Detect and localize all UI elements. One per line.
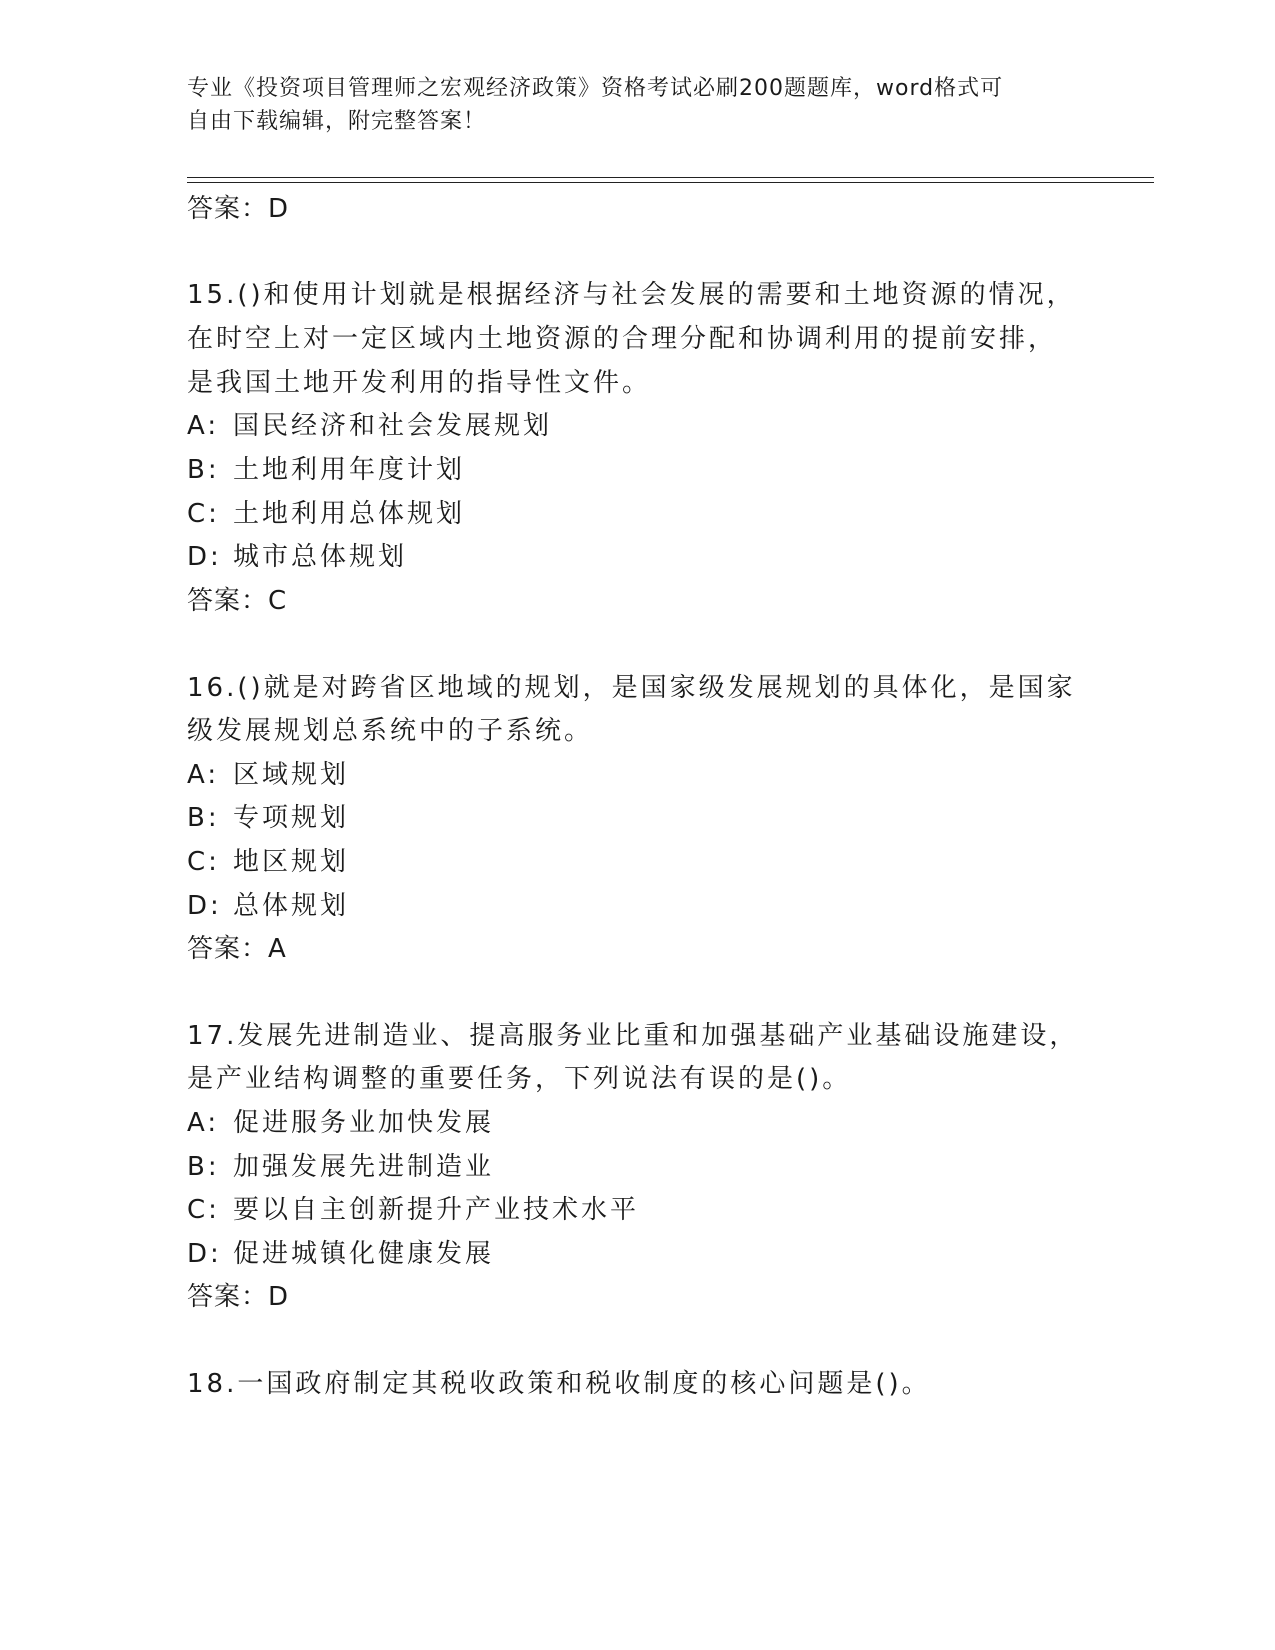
- question-17-stem-line-1: 17.发展先进制造业、提高服务业比重和加强基础产业基础设施建设，: [187, 1021, 1079, 1051]
- option-letter: B:: [187, 1152, 220, 1182]
- previous-answer: 答案：D: [187, 194, 290, 224]
- option-text: 专项规划: [233, 803, 350, 833]
- header-divider-bottom: [187, 182, 1154, 183]
- question-16-stem-line-1: 16.()就是对跨省区地域的规划，是国家级发展规划的具体化，是国家: [187, 673, 1076, 703]
- option-letter: A:: [187, 760, 220, 790]
- question-15-option-d: [187, 536, 407, 573]
- option-text: 土地利用年度计划: [233, 455, 466, 485]
- question-16-answer: 答案：A: [187, 934, 287, 964]
- question-16-option-d: [187, 885, 349, 922]
- question-17-option-a: [187, 1102, 494, 1139]
- option-letter: D:: [187, 542, 222, 572]
- question-17-stem-line-2: 是产业结构调整的重要任务，下列说法有误的是()。: [187, 1064, 852, 1094]
- option-letter: A:: [187, 1108, 220, 1138]
- option-letter: C:: [187, 499, 220, 529]
- option-letter: B:: [187, 455, 220, 485]
- option-text: 土地利用总体规划: [233, 499, 466, 529]
- question-17-answer: 答案：D: [187, 1282, 290, 1312]
- option-text: 城市总体规划: [233, 542, 408, 572]
- header-line-2: 自由下载编辑，附完整答案！: [187, 109, 487, 134]
- question-18-stem-line-1: 18.一国政府制定其税收政策和税收制度的核心问题是()。: [187, 1369, 931, 1399]
- question-17-option-b: [187, 1146, 494, 1183]
- question-16-option-b: [187, 797, 349, 834]
- question-15-stem-line-2: 在时空上对一定区域内土地资源的合理分配和协调利用的提前安排，: [187, 324, 1058, 354]
- option-text: 加强发展先进制造业: [233, 1152, 495, 1182]
- option-letter: A:: [187, 411, 220, 441]
- option-text: 总体规划: [233, 891, 350, 921]
- option-letter: D:: [187, 891, 222, 921]
- question-17-option-d: [187, 1233, 494, 1270]
- document-header: [187, 72, 1067, 138]
- question-16-option-c: [187, 841, 349, 878]
- question-15-answer: 答案：C: [187, 586, 288, 616]
- option-letter: C:: [187, 847, 220, 877]
- question-17-option-c: [187, 1189, 639, 1226]
- option-text: 地区规划: [233, 847, 350, 877]
- option-text: 促进城镇化健康发展: [233, 1239, 495, 1269]
- question-15-stem-line-1: 15.()和使用计划就是根据经济与社会发展的需要和土地资源的情况，: [187, 280, 1076, 310]
- option-letter: D:: [187, 1239, 222, 1269]
- option-text: 要以自主创新提升产业技术水平: [233, 1195, 640, 1225]
- option-letter: B:: [187, 803, 220, 833]
- header-divider-top: [187, 177, 1154, 178]
- question-15-option-a: [187, 405, 552, 442]
- header-line-1: 专业《投资项目管理师之宏观经济政策》资格考试必刷200题题库，word格式可: [187, 76, 1004, 101]
- option-letter: C:: [187, 1195, 220, 1225]
- option-text: 促进服务业加快发展: [233, 1108, 495, 1138]
- option-text: 区域规划: [233, 760, 350, 790]
- question-15-stem-line-3: 是我国土地开发利用的指导性文件。: [187, 368, 652, 398]
- question-15-option-c: [187, 493, 465, 530]
- question-16-stem-line-2: 级发展规划总系统中的子系统。: [187, 716, 594, 746]
- question-15-option-b: [187, 449, 465, 486]
- question-16-option-a: [187, 754, 349, 791]
- option-text: 国民经济和社会发展规划: [233, 411, 553, 441]
